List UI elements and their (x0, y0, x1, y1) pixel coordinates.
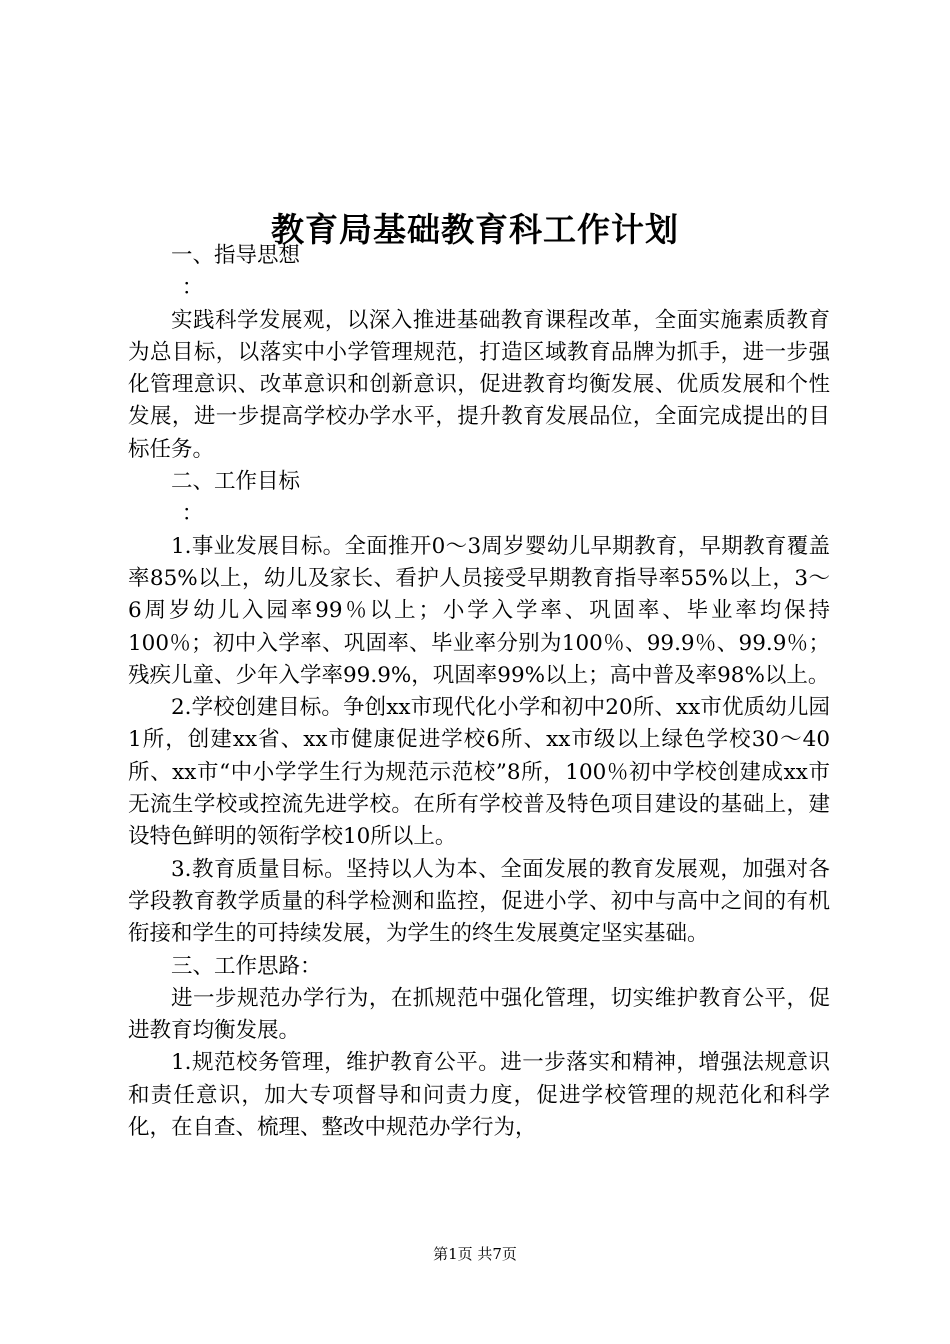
paragraph-quality-goal: 3.教育质量目标。坚持以人为本、全面发展的教育发展观，加强对各学段教育教学质量的科学检测和监控，促进小学、初中与高中之间的有机衔接和学生的可持续发展，为学生的终生发展奠定坚实基础。 (128, 856, 830, 947)
section-heading-work-approach: 三、工作思路： (171, 953, 322, 979)
section-heading-guiding-ideology: 一、指导思想 (171, 243, 301, 268)
paragraph-career-goal: 1.事业发展目标。全面推开0～3周岁婴幼儿早期教育，早期教育覆盖率85%以上，幼儿及家长、看护人员接受早期教育指导率55%以上，3～6周岁幼儿入园率99％以上；小学入学率、巩固率、毕业率均保持100％；初中入学率、巩固率、毕业率分别为100％、99.9％、99.9％；残疾儿童、少年入学率99.9%，巩固率99%以上；高中普及率98%以上。 (128, 533, 830, 688)
section-heading-work-goals: 二、工作目标 (171, 469, 301, 495)
paragraph-guiding-ideology: 实践科学发展观，以深入推进基础教育课程改革，全面实施素质教育为总目标，以落实中小学管理规范，打造区域教育品牌为抓手，进一步强化管理意识、改革意识和创新意识，促进教育均衡发展、优质发展和个性发展，进一步提高学校办学水平，提升教育发展品位，全面完成提出的目标任务。 (128, 307, 830, 462)
page-footer: 第1页 共7页 (433, 1245, 517, 1263)
paragraph-school-management: 1.规范校务管理，维护教育公平。进一步落实和精神，增强法规意识和责任意识，加大专项督导和问责力度，促进学校管理的规范化和科学化，在自查、梳理、整改中规范办学行为， (128, 1050, 830, 1141)
paragraph-school-goal: 2.学校创建目标。争创xx市现代化小学和初中20所、xx市优质幼儿园1所，创建xx省、xx市健康促进学校6所、xx市级以上绿色学校30～40所、xx市“中小学学生行为规范示范校”8所，100％初中学校创建成xx市无流生学校或控流先进学校。在所有学校普及特色项目建设的基础上，建设特色鲜明的领衔学校10所以上。 (128, 695, 830, 850)
paragraph-work-approach: 进一步规范办学行为，在抓规范中强化管理，切实维护教育公平，促进教育均衡发展。 (128, 985, 830, 1044)
document-body (128, 240, 830, 1144)
heading-colon: ： (181, 501, 204, 527)
document-title: 教育局基础教育科工作计划 (271, 210, 679, 250)
heading-colon: ： (181, 275, 204, 301)
